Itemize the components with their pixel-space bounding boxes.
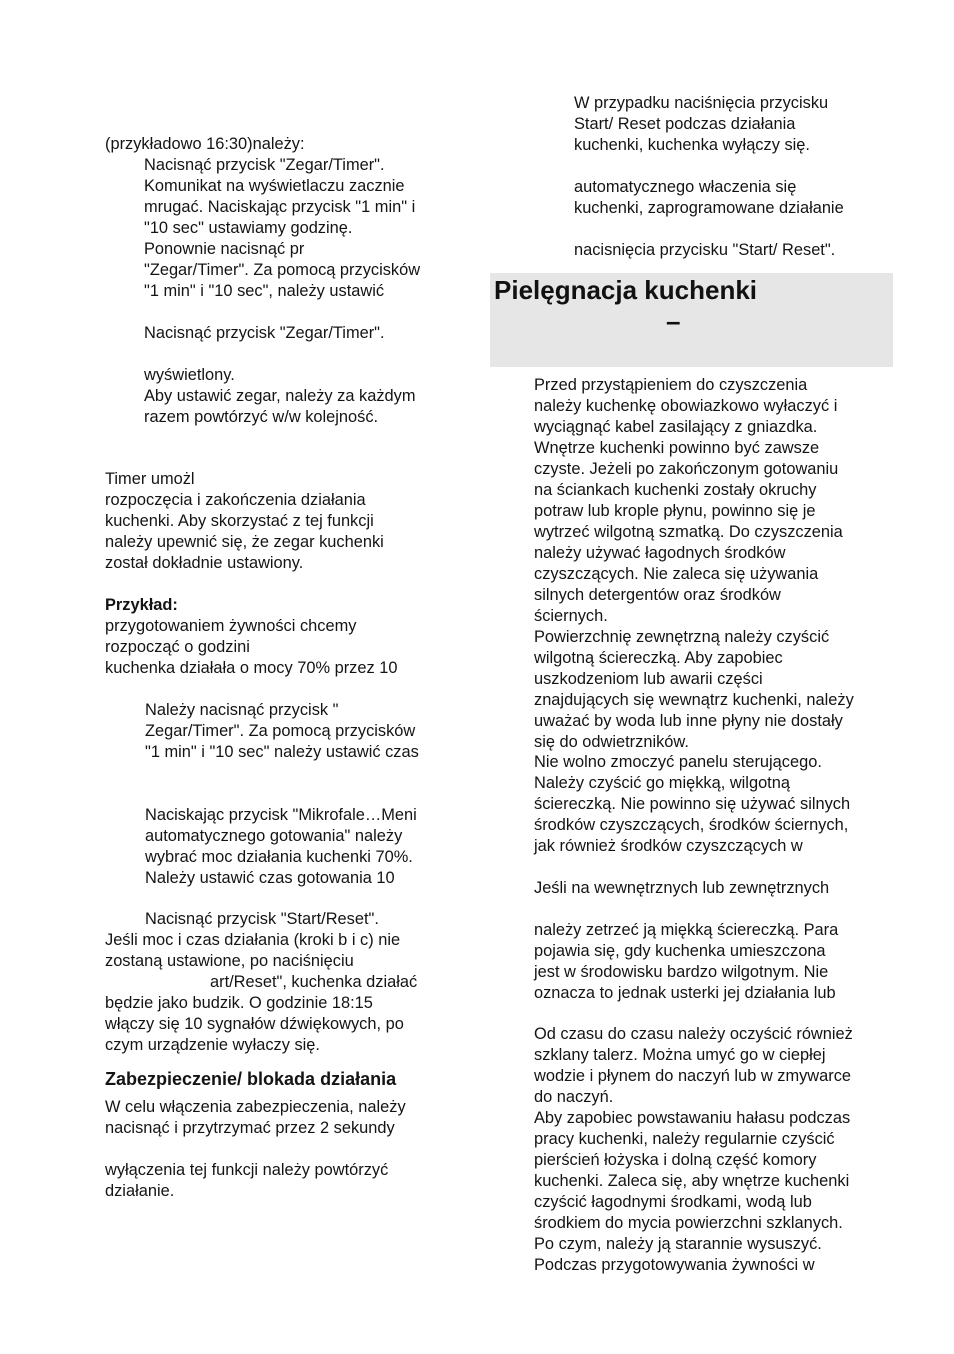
clock-step-line: wyświetlony. — [144, 366, 235, 384]
care-line: Przed przystąpieniem do czyszczenia — [534, 376, 808, 394]
care-line: Nie wolno zmoczyć panelu sterującego. — [534, 753, 822, 771]
care-line: na ściankach kuchenki zostały okruchy — [534, 481, 817, 499]
condensation-line: jest w środowisku bardzo wilgotnym. Nie — [534, 963, 829, 981]
condensation-line: Jeśli na wewnętrznych lub zewnętrznych — [534, 879, 830, 897]
budzik-line: czym urządzenie wyłaczy się. — [105, 1036, 320, 1054]
clock-step-line: Nacisnąć przycisk "Zegar/Timer". — [144, 156, 385, 174]
care-line: jak również środków czyszczących w — [534, 837, 803, 855]
clock-step-line: "1 min" i "10 sec", należy ustawić — [144, 282, 385, 300]
step-b-line: Należy ustawić czas gotowania 10 — [145, 869, 395, 887]
step-a-line: Zegar/Timer". Za pomocą przycisków — [145, 722, 416, 740]
care-line: uważać by woda lub inne płyny nie dostały — [534, 712, 843, 730]
clock-step-line: Aby ustawić zegar, należy za każdym — [144, 387, 416, 405]
section-title-dash: – — [666, 306, 681, 336]
care-line: uszkodzeniom lub awarii części — [534, 670, 763, 688]
lock-line: W celu włączenia zabezpieczenia, należy — [105, 1098, 406, 1116]
budzik-line: zostaną ustawione, po naciśnięciu — [105, 952, 354, 970]
reset-line: kuchenki, zaprogramowane działanie — [574, 199, 844, 217]
plate-line: pierścień łożyska i dolną część komory — [534, 1151, 817, 1169]
section-banner — [490, 273, 893, 367]
reset-line: automatycznego właczenia się — [574, 178, 797, 196]
step-a-line: "1 min" i "10 sec" należy ustawić czas — [145, 743, 419, 761]
reset-line: Start/ Reset podczas działania — [574, 115, 796, 133]
care-line: potraw lub krople płynu, powinno się je — [534, 502, 816, 520]
plate-line: czyścić łagodnymi środkami, wodą lub — [534, 1193, 812, 1211]
care-line: należy używać łagodnych środków — [534, 544, 786, 562]
care-line: znajdujących się wewnątrz kuchenki, należy — [534, 691, 854, 709]
example-label: Przykład: — [105, 596, 178, 614]
plate-line: do naczyń. — [534, 1088, 614, 1106]
clock-intro: (przykładowo 16:30)należy: — [105, 135, 305, 153]
clock-step-line: Komunikat na wyświetlaczu zacznie — [144, 177, 405, 195]
plate-line: Od czasu do czasu należy oczyścić również — [534, 1025, 853, 1043]
care-line: się do odwietrzników. — [534, 733, 689, 751]
budzik-line: Jeśli moc i czas działania (kroki b i c) nie — [105, 931, 401, 949]
plate-line: Podczas przygotowywania żywności w — [534, 1256, 815, 1274]
care-line: czyszczących. Nie zaleca się używania — [534, 565, 819, 583]
clock-step-line: mrugać. Naciskając przycisk "1 min" i — [144, 198, 416, 216]
care-line: Wnętrze kuchenki powinno być zawsze — [534, 439, 820, 457]
clock-step-line: "Zegar/Timer". Za pomocą przycisków — [144, 261, 421, 279]
step-b-line: Naciskając przycisk "Mikrofale…Meni — [145, 806, 417, 824]
lock-line: działanie. — [105, 1182, 175, 1200]
plate-line: szklany talerz. Można umyć go w ciepłej — [534, 1046, 826, 1064]
plate-line: środkiem do mycia powierzchni szklanych. — [534, 1214, 843, 1232]
care-line: wyciągnąć kabel zasilający z gniazdka. — [534, 418, 818, 436]
lock-line: wyłączenia tej funkcji należy powtórzyć — [105, 1161, 389, 1179]
care-line: ściernych. — [534, 607, 608, 625]
example-line: rozpocząć o godzini — [105, 638, 250, 656]
reset-line: nacisnięcia przycisku "Start/ Reset". — [574, 241, 836, 259]
plate-line: wodzie i płynem do naczyń lub w zmywarce — [534, 1067, 852, 1085]
timer-paragraph-line: należy upewnić się, że zegar kuchenki — [105, 533, 384, 551]
timer-paragraph-line: został dokładnie ustawiony. — [105, 554, 304, 572]
budzik-line: będzie jako budzik. O godzinie 18:15 — [105, 994, 373, 1012]
section-title: Pielęgnacja kuchenki — [494, 275, 758, 305]
example-line: przygotowaniem żywności chcemy — [105, 617, 357, 635]
plate-line: Aby zapobiec powstawaniu hałasu podczas — [534, 1109, 851, 1127]
care-line: silnych detergentów oraz środków — [534, 586, 781, 604]
step-a-line: Należy nacisnąć przycisk " — [145, 701, 339, 719]
condensation-line: oznacza to jednak usterki jej działania lub — [534, 984, 836, 1002]
reset-line: kuchenki, kuchenka wyłączy się. — [574, 136, 810, 154]
clock-step-line: Nacisnąć przycisk "Zegar/Timer". — [144, 324, 385, 342]
care-line: środków czyszczących, środków ściernych, — [534, 816, 849, 834]
lock-line: nacisnąć i przytrzymać przez 2 sekundy — [105, 1119, 395, 1137]
budzik-line: art/Reset", kuchenka działać — [210, 973, 418, 991]
reset-line: W przypadku naciśnięcia przycisku — [574, 94, 829, 112]
care-line: ściereczką. Nie powinno się używać silnych — [534, 795, 851, 813]
timer-paragraph-line: kuchenki. Aby skorzystać z tej funkcji — [105, 512, 374, 530]
clock-step-line: Ponownie nacisnąć pr — [144, 240, 305, 258]
condensation-line: pojawia się, gdy kuchenka umieszczona — [534, 942, 826, 960]
budzik-line: włączy się 10 sygnałów dźwiękowych, po — [105, 1015, 404, 1033]
care-line: wilgotną ściereczką. Aby zapobiec — [534, 649, 783, 667]
example-line: kuchenka działała o mocy 70% przez 10 — [105, 659, 398, 677]
timer-paragraph-line: Timer umożl — [105, 470, 195, 488]
lock-heading: Zabezpieczenie/ blokada działania — [105, 1069, 397, 1089]
care-line: Należy czyścić go miękką, wilgotną — [534, 774, 790, 792]
plate-line: Po czym, należy ją starannie wysuszyć. — [534, 1235, 822, 1253]
condensation-line: należy zetrzeć ją miękką ściereczką. Para — [534, 921, 839, 939]
timer-paragraph-line: rozpoczęcia i zakończenia działania — [105, 491, 366, 509]
care-line: należy kuchenkę obowiazkowo wyłaczyć i — [534, 397, 838, 415]
care-line: wytrzeć wilgotną szmatką. Do czyszczenia — [534, 523, 843, 541]
clock-step-line: razem powtórzyć w/w kolejność. — [144, 408, 379, 426]
care-line: czyste. Jeżeli po zakończonym gotowaniu — [534, 460, 839, 478]
care-line: Powierzchnię zewnętrzną należy czyścić — [534, 628, 830, 646]
clock-step-line: "10 sec" ustawiamy godzinę. — [144, 219, 353, 237]
plate-line: pracy kuchenki, należy regularnie czyścić — [534, 1130, 835, 1148]
step-b-line: automatycznego gotowania" należy — [145, 827, 403, 845]
step-b-line: wybrać moc działania kuchenki 70%. — [145, 848, 413, 866]
step-c-line: Nacisnąć przycisk "Start/Reset". — [145, 910, 379, 928]
plate-line: kuchenki. Zaleca się, aby wnętrze kuchenki — [534, 1172, 850, 1190]
